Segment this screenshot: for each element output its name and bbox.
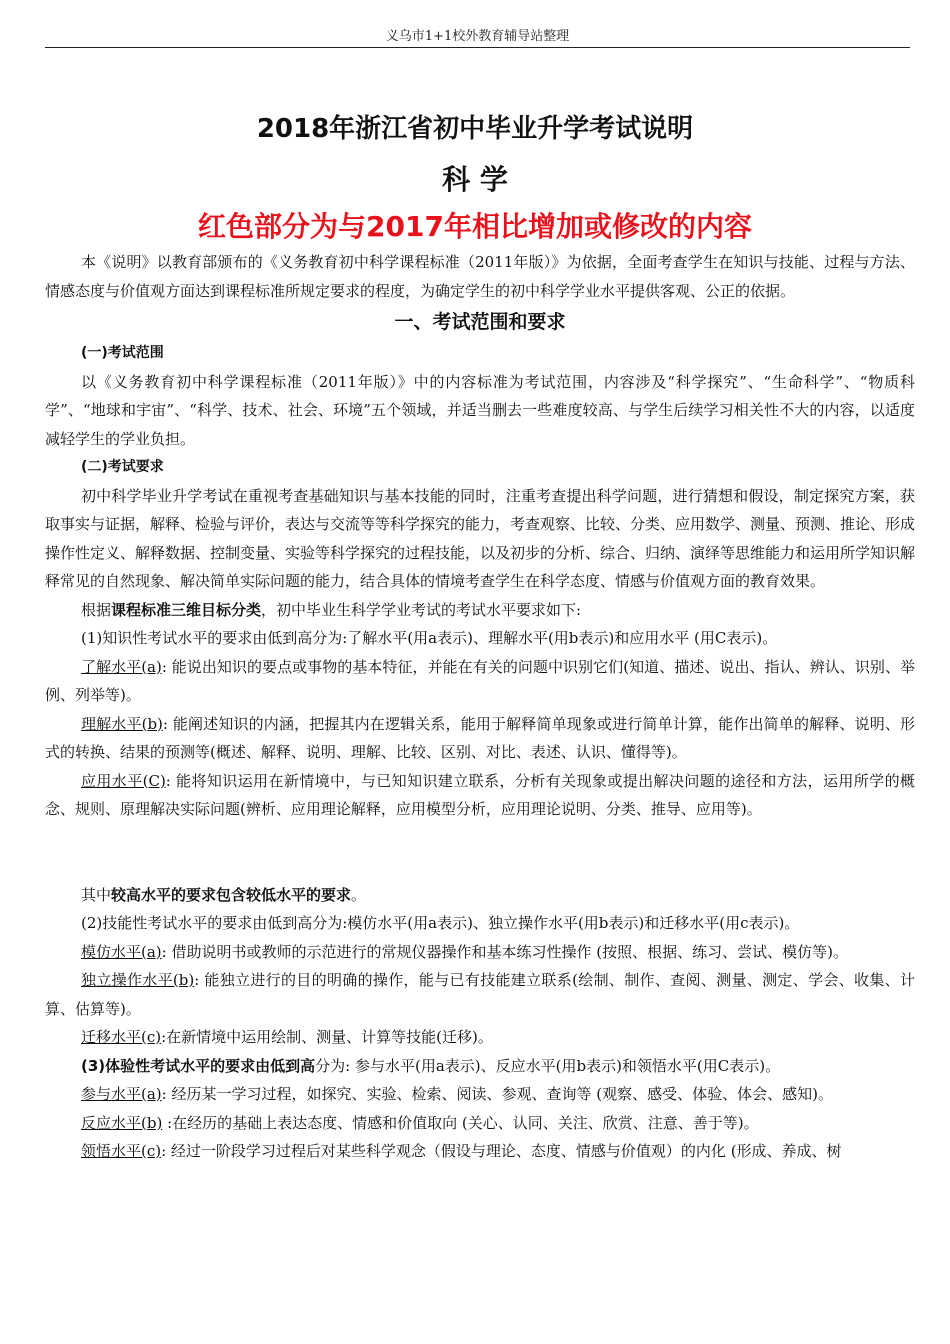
skill-b-label: 独立操作水平(b) bbox=[81, 971, 195, 989]
knowledge-b-text: : 能阐述知识的内涵，把握其内在逻辑关系，能用于解释简单现象或进行简单计算，能作出简单的解释、说明、形式的转换、结果的预测等(概述、解释、说明、理解、比较、区别、对比、表述、认识、懂得等)。 bbox=[45, 714, 915, 761]
experience-c-text: : 经过一阶段学习过程后对某些科学观念（假设与理论、态度、情感与价值观）的内化 (形成、养成、树 bbox=[161, 1142, 842, 1160]
skill-c-label: 迁移水平(c) bbox=[81, 1028, 162, 1046]
skill-level-a bbox=[45, 938, 915, 967]
requirements-paragraph: 初中科学毕业升学考试在重视考查基础知识与基本技能的同时，注重考查提出科学问题，进行猜想和假设，制定探究方案，获取事实与证据，解释、检验与评价，表达与交流等等科学探究的能力，考查观察、比较、分类、应用数学、测量、预测、推论、形成操作性定义、解释数据、控制变量、实验等科学探究的过程技能，以及初步的分析、综合、归纳、演绎等思维能力和运用所学知识解释常见的自然现象、解决简单实际问题的能力，结合具体的情境考查学生在科学态度、情感与价值观方面的教育效果。 bbox=[45, 486, 916, 590]
experience-level-a bbox=[45, 1080, 915, 1109]
knowledge-c-text: : 能将知识运用在新情境中，与已知知识建立联系，分析有关现象或提出解决问题的途径和方法，运用所学的概念、规则、原理解决实际问题(辨析、应用理论解释，应用模型分析，应用理论说明、分类、推导、应用等)。 bbox=[45, 771, 915, 818]
knowledge-c-label: 应用水平(C) bbox=[81, 771, 166, 790]
skill-a-label: 模仿水平(a) bbox=[81, 942, 162, 961]
page-title: 2018年浙江省初中毕业升学考试说明 bbox=[256, 114, 694, 144]
skill-level-b bbox=[45, 966, 915, 1023]
knowledge-intro: (1)知识性考试水平的要求由低到高分为:了解水平(用a表示)、理解水平(用b表示)和应用水平 (用C表示)。 bbox=[81, 629, 778, 647]
skill-c-text: :在新情境中运用绘制、测量、计算等技能(迁移)。 bbox=[161, 1028, 493, 1046]
skill-a-text: : 借助说明书或教师的示范进行的常规仪器操作和基本练习性操作 (按照、根据、练习、尝试、模仿等)。 bbox=[161, 942, 848, 961]
knowledge-level-b bbox=[45, 710, 915, 767]
spacer bbox=[45, 824, 915, 881]
experience-intro-bold: (3)体验性考试水平的要求由低到高 bbox=[81, 1056, 316, 1075]
skill-level-c bbox=[45, 1023, 915, 1052]
requirements-heading: (二)考试要求 bbox=[81, 459, 164, 475]
intro-paragraph: 本《说明》以教育部颁布的《义务教育初中科学课程标准（2011年版）》为依据，全面考查学生在知识与技能、过程与方法、情感态度与价值观方面达到课程标准所规定要求的程度，为确定学生的初中科学学业水平提供客观、公正的依据。 bbox=[45, 253, 915, 300]
revision-note: 红色部分为与2017年相比增加或修改的内容 bbox=[198, 210, 752, 243]
experience-a-label: 参与水平(a) bbox=[81, 1085, 162, 1103]
experience-level-c bbox=[45, 1137, 915, 1166]
experience-b-text: :在经历的基础上表达态度、情感和价值取向 (关心、认同、关注、欣赏、注意、善于等)。 bbox=[162, 1113, 759, 1132]
note-pre: 其中 bbox=[81, 885, 112, 904]
skill-intro: (2)技能性考试水平的要求由低到高分为:模仿水平(用a表示)、独立操作水平(用b表示)和迁移水平(用c表示)。 bbox=[81, 914, 800, 932]
skill-b-text: : 能独立进行的目的明确的操作，能与已有技能建立联系(绘制、制作、查阅、测量、测定、学会、收集、计算、估算等)。 bbox=[45, 971, 915, 1018]
basis-pre: 根据 bbox=[81, 600, 112, 619]
knowledge-level-c bbox=[45, 767, 915, 824]
experience-c-label: 领悟水平(c) bbox=[81, 1142, 162, 1160]
section-title: 一、考试范围和要求 bbox=[394, 311, 566, 333]
experience-a-text: : 经历某一学习过程，如探究、实验、检索、阅读、参观、查询等 (观察、感受、体验、体会、感知)。 bbox=[161, 1085, 833, 1103]
page-header: 义乌市1+1校外教育辅导站整理 bbox=[45, 25, 910, 48]
knowledge-a-label: 了解水平(a) bbox=[81, 657, 162, 676]
document-body bbox=[45, 248, 915, 1166]
knowledge-a-text: : 能说出知识的要点或事物的基本特征，并能在有关的问题中识别它们(知道、描述、说出、指认、辨认、识别、举例、列举等)。 bbox=[45, 657, 915, 704]
basis-bold: 课程标准三维目标分类 bbox=[111, 600, 262, 619]
subject-title: 科 学 bbox=[442, 163, 508, 196]
experience-intro bbox=[45, 1052, 915, 1081]
note-post: 。 bbox=[351, 885, 367, 904]
note-bold: 较高水平的要求包含较低水平的要求 bbox=[111, 885, 352, 904]
experience-intro-post: 分为: 参与水平(用a表示)、反应水平(用b表示)和领悟水平(用C表示)。 bbox=[315, 1056, 781, 1075]
scope-paragraph: 以《义务教育初中科学课程标准（2011年版）》中的内容标准为考试范围，内容涉及“科学探究”、“生命科学”、“物质科学”、“地球和宇宙”、“科学、技术、社会、环境”五个领域，并适当删去一些难度较高、与学生后续学习相关性不大的内容，以适度减轻学生的学业负担。 bbox=[45, 372, 915, 448]
basis-paragraph bbox=[45, 596, 915, 625]
knowledge-b-label: 理解水平(b) bbox=[81, 714, 163, 733]
experience-level-b bbox=[45, 1109, 915, 1138]
experience-b-label: 反应水平(b) bbox=[81, 1113, 163, 1132]
basis-post: ，初中毕业生科学学业考试的考试水平要求如下: bbox=[261, 600, 582, 619]
scope-heading: (一)考试范围 bbox=[81, 345, 164, 361]
knowledge-level-a bbox=[45, 653, 915, 710]
level-note bbox=[45, 881, 915, 910]
